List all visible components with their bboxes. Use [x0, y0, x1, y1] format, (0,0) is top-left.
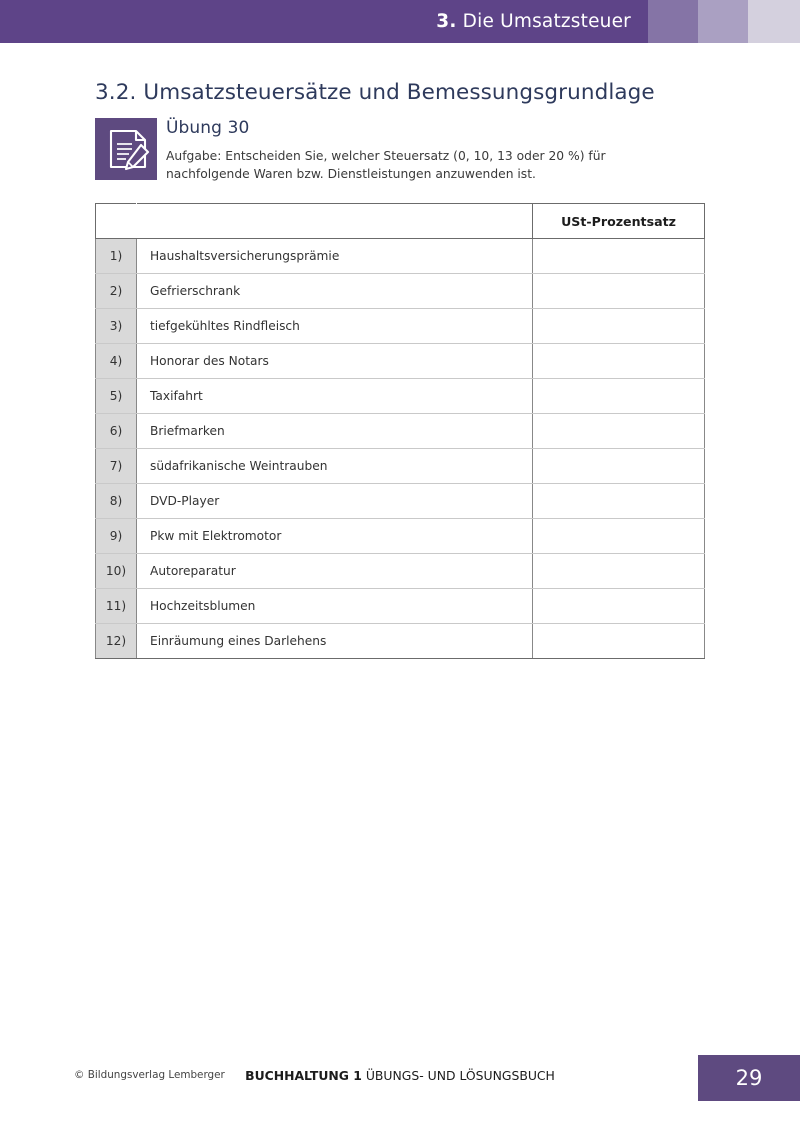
- row-rate-input[interactable]: [533, 554, 705, 589]
- row-description: Hochzeitsblumen: [137, 589, 533, 624]
- row-number: 9): [96, 519, 137, 554]
- footer-book-title-bold: BUCHHALTUNG 1: [245, 1068, 362, 1083]
- table-header-row: [96, 204, 705, 239]
- row-rate-input[interactable]: [533, 624, 705, 659]
- header-accent-band-2: [648, 0, 698, 43]
- row-description: DVD-Player: [137, 484, 533, 519]
- row-number: 6): [96, 414, 137, 449]
- table-row: [96, 379, 705, 414]
- row-rate-input[interactable]: [533, 484, 705, 519]
- row-rate-input[interactable]: [533, 449, 705, 484]
- header-accent-band-3: [698, 0, 748, 43]
- row-number: 8): [96, 484, 137, 519]
- table-row: [96, 309, 705, 344]
- row-description: Autoreparatur: [137, 554, 533, 589]
- row-number: 10): [96, 554, 137, 589]
- exercise-task-text: Aufgabe: Entscheiden Sie, welcher Steuersatz (0, 10, 13 oder 20 %) für nachfolgende Waren bzw. Dienstleistungen anzuwenden ist.: [166, 149, 606, 182]
- footer-copyright: © Bildungsverlag Lemberger: [74, 1069, 225, 1081]
- row-rate-input[interactable]: [533, 519, 705, 554]
- table-row: [96, 239, 705, 274]
- row-description: Honorar des Notars: [137, 344, 533, 379]
- header-title-band: [0, 0, 648, 43]
- exercise-body: [166, 118, 705, 184]
- row-rate-input[interactable]: [533, 274, 705, 309]
- row-number: 5): [96, 379, 137, 414]
- document-pencil-icon: [95, 118, 157, 180]
- header-cell-rate: USt-Prozentsatz: [533, 204, 705, 239]
- ust-rate-table: [95, 203, 705, 659]
- page-header: [0, 0, 800, 43]
- page-title: [436, 11, 631, 32]
- footer-book-title-rest: ÜBUNGS- UND LÖSUNGSBUCH: [365, 1068, 555, 1083]
- row-description: Einräumung eines Darlehens: [137, 624, 533, 659]
- page-number: 29: [735, 1066, 763, 1090]
- row-description: Pkw mit Elektromotor: [137, 519, 533, 554]
- row-number: 1): [96, 239, 137, 274]
- header-cell-description: [137, 204, 533, 239]
- row-number: 7): [96, 449, 137, 484]
- chapter-title: Die Umsatzsteuer: [462, 11, 631, 32]
- row-description: tiefgekühltes Rindfleisch: [137, 309, 533, 344]
- row-rate-input[interactable]: [533, 344, 705, 379]
- row-number: 4): [96, 344, 137, 379]
- chapter-number: 3.: [436, 11, 457, 32]
- table-row: [96, 414, 705, 449]
- row-number: 12): [96, 624, 137, 659]
- footer-book-title: [0, 1068, 800, 1083]
- table-row: [96, 449, 705, 484]
- row-description: Haushaltsversicherungsprämie: [137, 239, 533, 274]
- exercise-heading: Übung 30: [166, 118, 250, 138]
- row-number: 2): [96, 274, 137, 309]
- table-row: [96, 484, 705, 519]
- page-number-box: [698, 1055, 800, 1101]
- row-description: Taxifahrt: [137, 379, 533, 414]
- row-description: südafrikanische Weintrauben: [137, 449, 533, 484]
- row-rate-input[interactable]: [533, 239, 705, 274]
- header-cell-number: [96, 204, 137, 239]
- row-rate-input[interactable]: [533, 589, 705, 624]
- row-number: 3): [96, 309, 137, 344]
- row-rate-input[interactable]: [533, 379, 705, 414]
- table-row: [96, 274, 705, 309]
- table-row: [96, 589, 705, 624]
- row-number: 11): [96, 589, 137, 624]
- page-footer: [0, 1055, 800, 1101]
- table-row: [96, 344, 705, 379]
- table-row: [96, 519, 705, 554]
- row-description: Briefmarken: [137, 414, 533, 449]
- section-title: 3.2. Umsatzsteuersätze und Bemessungsgrundlage: [95, 80, 655, 105]
- table-row: [96, 624, 705, 659]
- row-rate-input[interactable]: [533, 414, 705, 449]
- exercise-block: [95, 118, 705, 184]
- header-accent-band-4: [748, 0, 800, 43]
- table-row: [96, 554, 705, 589]
- row-description: Gefrierschrank: [137, 274, 533, 309]
- row-rate-input[interactable]: [533, 309, 705, 344]
- table-body: [96, 239, 705, 659]
